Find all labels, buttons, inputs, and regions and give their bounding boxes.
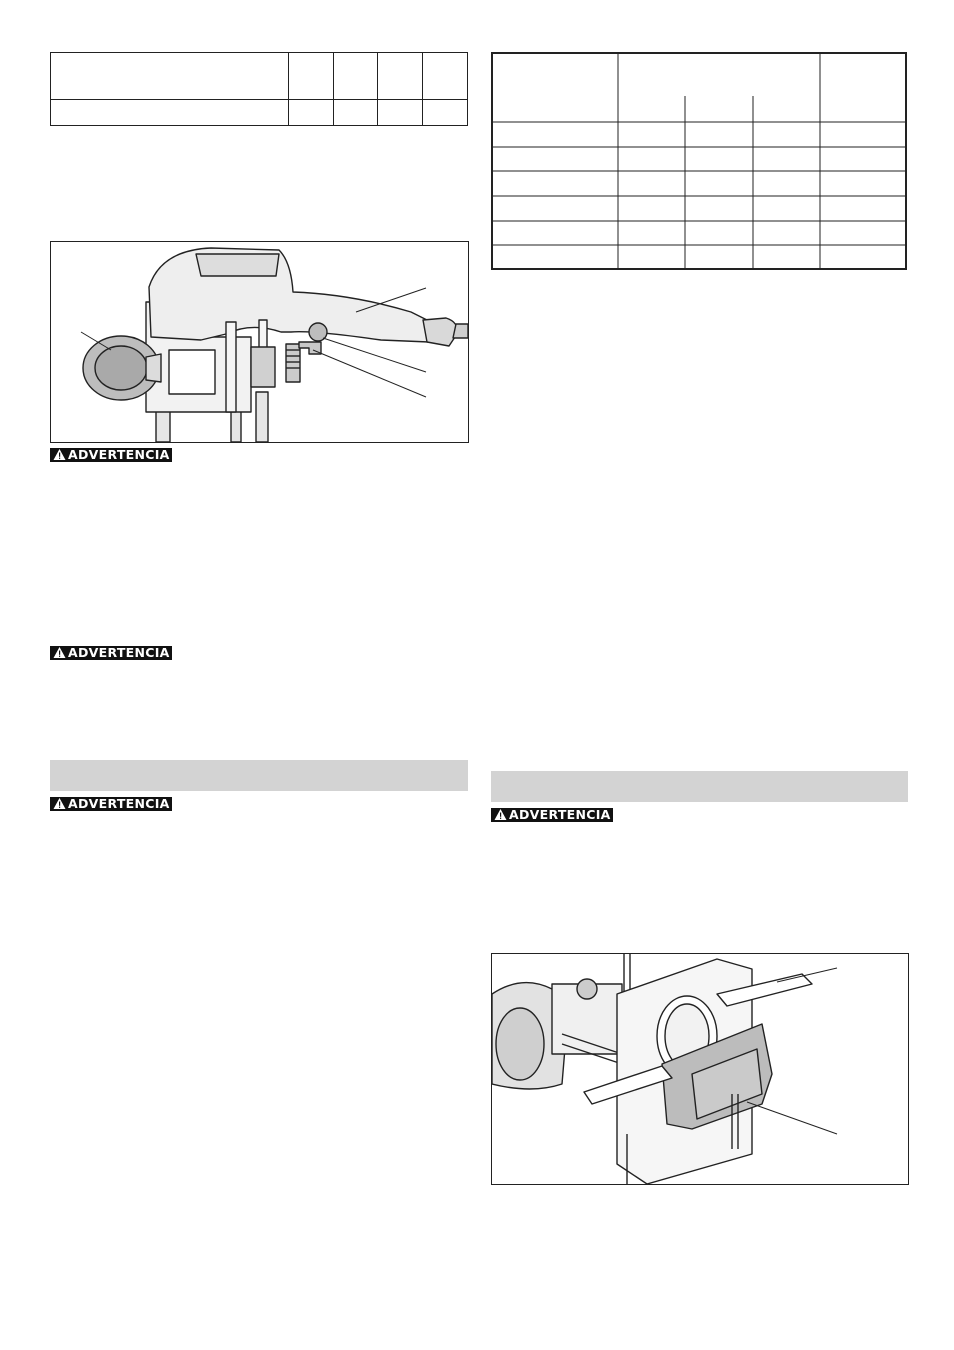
table-cell [378,53,423,100]
figure-router-handle [50,241,469,443]
warning-triangle-icon [53,797,66,810]
warning-text: ADVERTENCIA [68,447,170,462]
table-cell [51,53,289,100]
table-cell [423,100,468,126]
dust-nozzle-illustration [492,954,908,1184]
warning-text: ADVERTENCIA [68,645,170,660]
warning-label [491,808,613,822]
table-cell [288,53,333,100]
warning-label [50,646,172,660]
warning-triangle-icon [53,646,66,659]
table-cell [288,100,333,126]
table-cell [378,100,423,126]
section-header-bar [491,771,908,802]
table-cell [423,53,468,100]
table-cell [51,100,289,126]
spec-table-right [491,52,907,270]
table-cell [333,100,378,126]
figure-dust-nozzle [491,953,909,1185]
spec-table-left [50,52,468,126]
table-cell [333,53,378,100]
router-handle-illustration [51,242,468,442]
warning-label [50,448,172,462]
warning-text: ADVERTENCIA [509,807,611,822]
warning-label [50,797,172,811]
warning-text: ADVERTENCIA [68,796,170,811]
warning-triangle-icon [494,808,507,821]
spec-table-right-grid [491,52,907,270]
section-header-bar [50,760,468,791]
warning-triangle-icon [53,448,66,461]
